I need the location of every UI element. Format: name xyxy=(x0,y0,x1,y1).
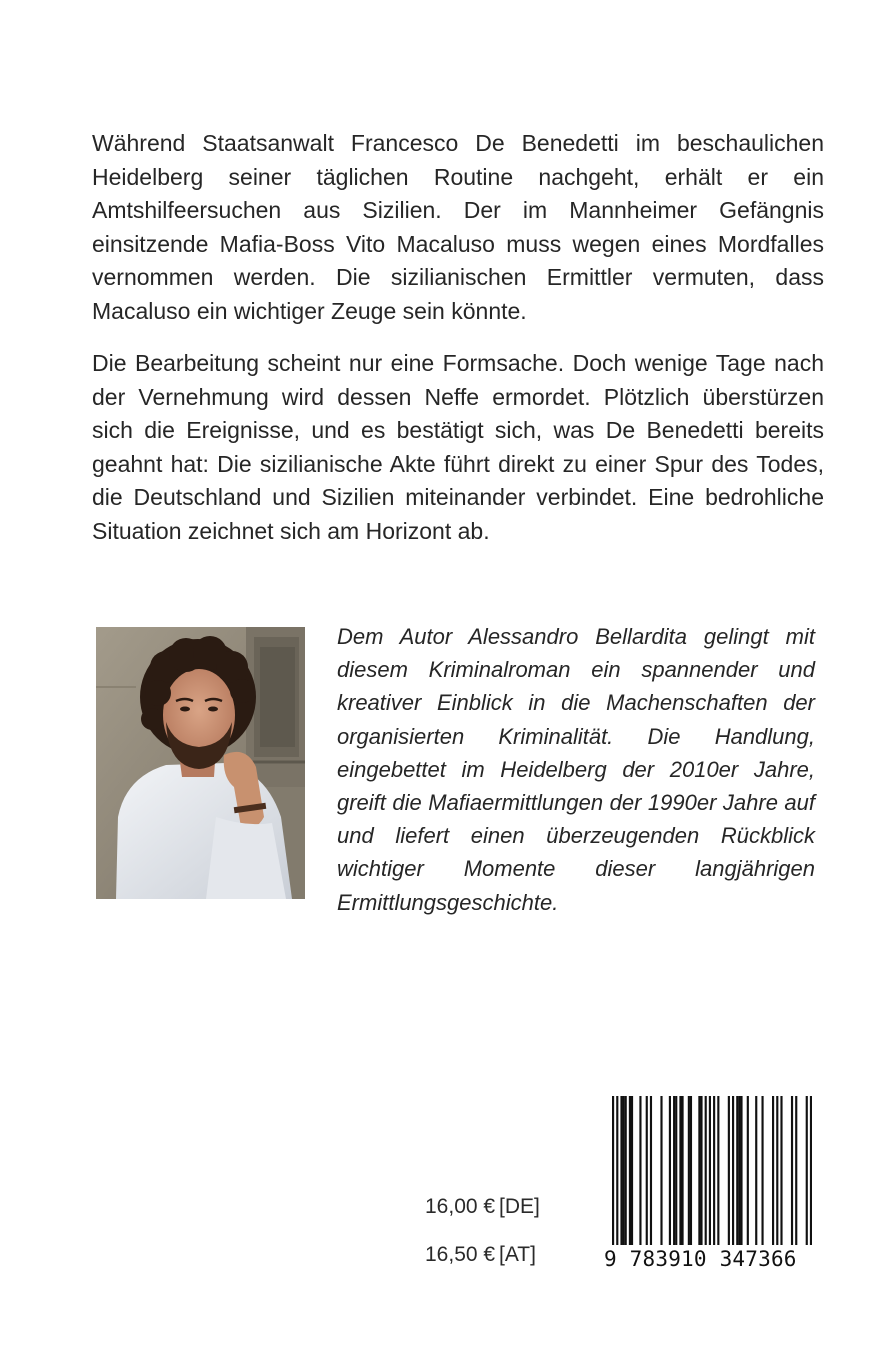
barcode-bar xyxy=(673,1096,675,1246)
barcode-bar xyxy=(732,1096,734,1246)
barcode-bar xyxy=(639,1096,641,1246)
barcode-bar xyxy=(623,1096,625,1246)
barcode-bar xyxy=(675,1096,677,1246)
price-region: [DE] xyxy=(499,1195,540,1218)
blurb-paragraph-2: Die Bearbeitung scheint nur eine Formsache. Doch wenige Tage nach der Vernehmung wird dessen Neffe ermordet. Plötzlich überstürzen sich die Ereignisse, und es bestätigt sich, was De Benedetti bereits geahnt hat: Die sizilianische Akte führt direkt zu einer Spur des Todes, die Deutschland und Sizilien miteinander verbindet. Eine bedrohliche Situation zeichnet sich am Horizont ab. xyxy=(92,350,824,544)
barcode-bar xyxy=(780,1096,782,1246)
isbn-digits: 9 783910 347366 xyxy=(604,1245,816,1273)
barcode-bar xyxy=(629,1096,631,1246)
price-amount: 16,50 € xyxy=(425,1243,496,1266)
barcode-bar xyxy=(736,1096,738,1246)
author-review: Dem Autor Alessandro Bellardita gelingt mit diesem Kriminalroman ein spannender und kreativer Einblick in die Machenschaften der organisierten Kriminalität. Die Handlung, eingebettet im Heidelberg der 2010er Jahre, greift die Mafiaermittlungen der 1990er Jahre auf und liefert einen überzeugenden Rückblick wichtiger Momente dieser langjährigen Ermittlungsgeschichte. xyxy=(337,624,815,915)
price-de xyxy=(425,1195,540,1219)
barcode-bar xyxy=(690,1096,692,1246)
barcode-bar xyxy=(650,1096,652,1246)
price-at xyxy=(425,1243,536,1267)
price-amount: 16,00 € xyxy=(425,1195,496,1218)
barcode-bar xyxy=(747,1096,749,1246)
barcode-bar xyxy=(620,1096,622,1246)
barcode-bar xyxy=(660,1096,662,1246)
barcode-bar xyxy=(738,1096,740,1246)
barcode-bar xyxy=(755,1096,757,1246)
barcode-bar xyxy=(772,1096,774,1246)
barcode-bar xyxy=(698,1096,700,1246)
barcode-bar xyxy=(728,1096,730,1246)
barcode-bar xyxy=(646,1096,648,1246)
barcode-bar xyxy=(625,1096,627,1246)
barcode-bar xyxy=(717,1096,719,1246)
barcode-bar xyxy=(705,1096,707,1246)
barcode-bar xyxy=(631,1096,633,1246)
barcode-bar xyxy=(740,1096,742,1246)
barcode-bar xyxy=(795,1096,797,1246)
barcode-bar xyxy=(776,1096,778,1246)
blurb-paragraph-1: Während Staatsanwalt Francesco De Benedetti im beschaulichen Heidelberg seiner täglichen Routine nachgeht, erhält er ein Amtshilfeersuchen aus Sizilien. Der im Mannheimer Gefängnis einsitzende Mafia-Boss Vito Macaluso muss wegen eines Mordfalles vernommen werden. Die sizilianischen Ermittler vermuten, dass Macaluso ein wichtiger Zeuge sein könnte. xyxy=(92,130,824,324)
barcode-bar xyxy=(791,1096,793,1246)
barcode-bar xyxy=(761,1096,763,1246)
barcode-bar xyxy=(669,1096,671,1246)
barcode-bar xyxy=(688,1096,690,1246)
author-photo xyxy=(96,627,305,899)
barcode-bar xyxy=(679,1096,681,1246)
barcode-bar xyxy=(681,1096,683,1246)
barcode-bar xyxy=(700,1096,702,1246)
price-region: [AT] xyxy=(499,1243,536,1266)
